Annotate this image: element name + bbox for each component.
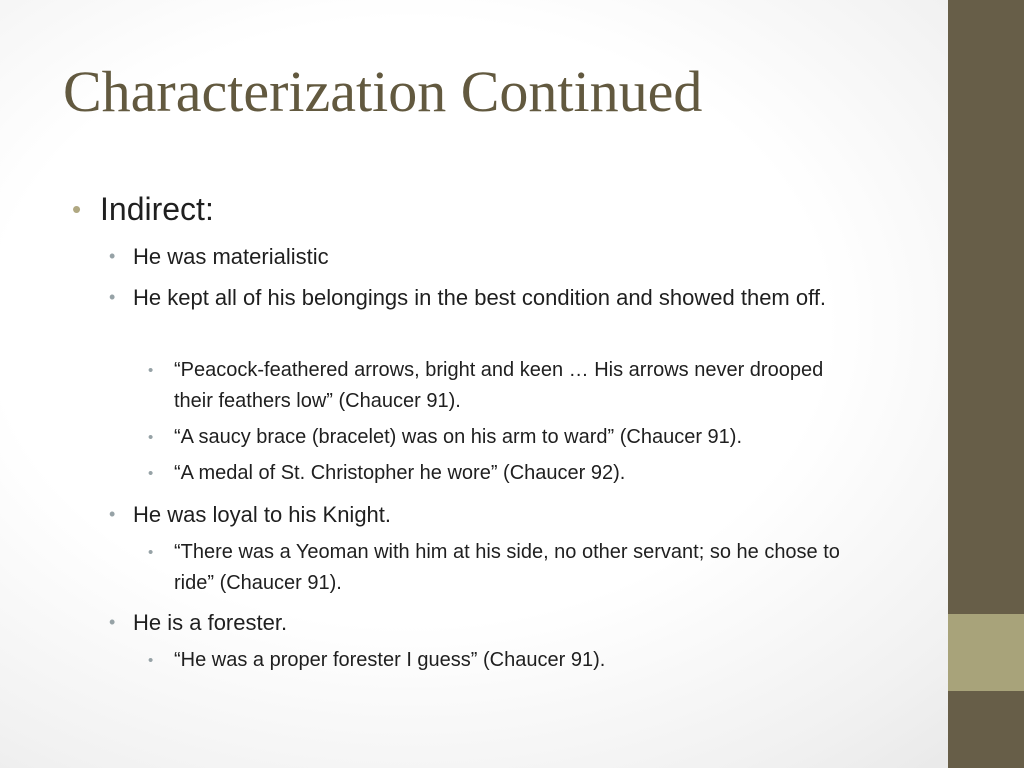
bullet-level-2 [109,606,863,639]
bullet-level-2 [109,281,863,314]
bullet-text: “A saucy brace (bracelet) was on his arm to ward” (Chaucer 91). [174,426,742,448]
bullet-dot-icon: • [148,429,154,446]
bullet-text: He is a forester. [133,610,288,635]
decorative-sidebar [948,0,1024,768]
bullet-dot-icon: • [148,652,154,669]
bullet-dot-icon: • [109,287,116,307]
bullet-text: “There was a Yeoman with him at his side, no other servant; so he chose to ride” (Chaucer 91). [174,541,840,594]
bullet-level-3 [148,355,864,417]
bullet-level-2 [109,240,863,273]
bullet-level-3 [148,645,864,676]
bullet-text: “Peacock-feathered arrows, bright and keen … His arrows never drooped their feathers low” (Chaucer 91). [174,359,824,412]
bullet-level-3 [148,458,864,489]
bullet-dot-icon: • [109,504,116,524]
sidebar-accent-block [948,614,1024,691]
slide-title: Characterization Continued [63,59,703,124]
bullet-text: He was materialistic [133,244,329,269]
bullet-dot-icon: • [109,246,116,266]
bullet-text: He kept all of his belongings in the best condition and showed them off. [133,285,827,310]
bullet-dot-icon: • [109,612,116,632]
bullet-dot-icon: • [72,194,82,224]
bullet-text: “He was a proper forester I guess” (Chaucer 91). [174,649,606,671]
bullet-level-3 [148,422,864,453]
bullet-level-1 [72,190,900,228]
bullet-level-2 [109,498,863,531]
bullet-text: He was loyal to his Knight. [133,502,392,527]
bullet-text: Indirect: [100,191,214,227]
bullet-dot-icon: • [148,362,154,379]
bullet-dot-icon: • [148,544,154,561]
bullet-dot-icon: • [148,465,154,482]
bullet-level-3 [148,537,864,599]
bullet-text: “A medal of St. Christopher he wore” (Chaucer 92). [174,462,626,484]
